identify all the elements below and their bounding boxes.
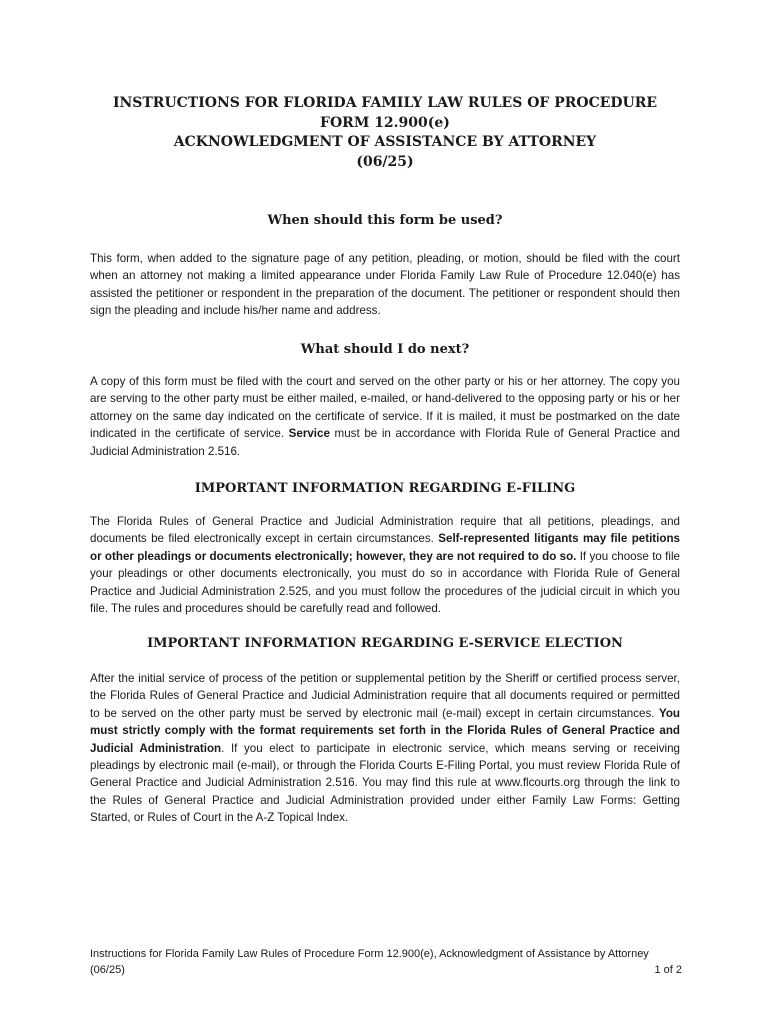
paragraph-e-filing: The Florida Rules of General Practice and Judicial Administration require that all petitions, pleadings, and documents be filed electronically except in certain circumstances. Self-represented litigants may file petitions or other pleadings or documents electronically; however, they are not required to do so. If you choose to file your pleadings or other documents electronically, you must do so in accordance with Florida Rule of General Practice and Judicial Administration 2.525, and you must follow the procedures of the judicial circuit in which you file. The rules and procedures should be carefully read and followed. bbox=[90, 515, 680, 616]
title-line-4: (06/25) bbox=[356, 153, 414, 170]
bold-self-represented: Self-represented litigants may file petitions or other pleadings or documents electronically; however, they are not required to do so. bbox=[90, 532, 680, 563]
heading-e-filing: IMPORTANT INFORMATION REGARDING E-FILING bbox=[194, 481, 576, 496]
paragraph-when-used: This form, when added to the signature page of any petition, pleading, or motion, should be filed with the court when an attorney not making a limited appearance under Florida Family Law Rule of Procedure 12.040(e) has assisted the petitioner or respondent in the preparation of the document. The petitioner or respondent should then sign the pleading and include his/her name and address. bbox=[90, 252, 680, 318]
title-line-3: ACKNOWLEDGMENT OF ASSISTANCE BY ATTORNEY bbox=[173, 134, 597, 150]
title-line-2: FORM 12.900(e) bbox=[320, 114, 450, 131]
bold-service: Service bbox=[288, 427, 330, 441]
footer-form-title: Instructions for Florida Family Law Rules of Procedure Form 12.900(e), Acknowledgment of Assistance by Attorney bbox=[90, 948, 649, 960]
document-title bbox=[60, 94, 710, 172]
paragraph-e-service: After the initial service of process of the petition or supplemental petition by the Sheriff or certified process server, the Florida Rules of General Practice and Judicial Administration require that all documents required or permitted to be served on the other party must be served by electronic mail (e-mail) except in certain circumstances. You must strictly comply with the format requirements set forth in the Florida Rules of General Practice and Judicial Administration. If you elect to participate in electronic service, which means serving or receiving pleadings by electronic mail (e-mail), or through the Florida Courts E-Filing Portal, you must review Florida Rule of General Practice and Judicial Administration 2.516. You may find this rule at www.flcourts.org through the link to the Rules of General Practice and Judicial Administration provided under either Family Law Forms: Getting Started, or Rules of Court in the A-Z Topical Index. bbox=[90, 672, 680, 825]
heading-when-used: When should this form be used? bbox=[267, 213, 503, 228]
page-number: 1 of 2 bbox=[654, 963, 682, 976]
page-footer bbox=[90, 947, 682, 978]
heading-what-next: What should I do next? bbox=[300, 342, 470, 357]
bold-format-requirements: You must strictly comply with the format requirements set forth in the Florida Rules of General Practice and Judicial Administration bbox=[90, 706, 680, 755]
title-line-1: INSTRUCTIONS FOR FLORIDA FAMILY LAW RULES OF PROCEDURE bbox=[112, 95, 658, 111]
footer-date: (06/25) bbox=[90, 963, 125, 976]
heading-e-service: IMPORTANT INFORMATION REGARDING E-SERVICE ELECTION bbox=[147, 636, 623, 651]
paragraph-what-next: A copy of this form must be filed with the court and served on the other party or his or her attorney. The copy you are serving to the other party must be either mailed, e-mailed, or hand-delivered to the opposing party or his or her attorney on the same day indicated on the certificate of service. If it is mailed, it must be postmarked on the date indicated in the certificate of service. Service must be in accordance with Florida Rule of General Practice and Judicial Administration 2.516. bbox=[90, 375, 680, 458]
